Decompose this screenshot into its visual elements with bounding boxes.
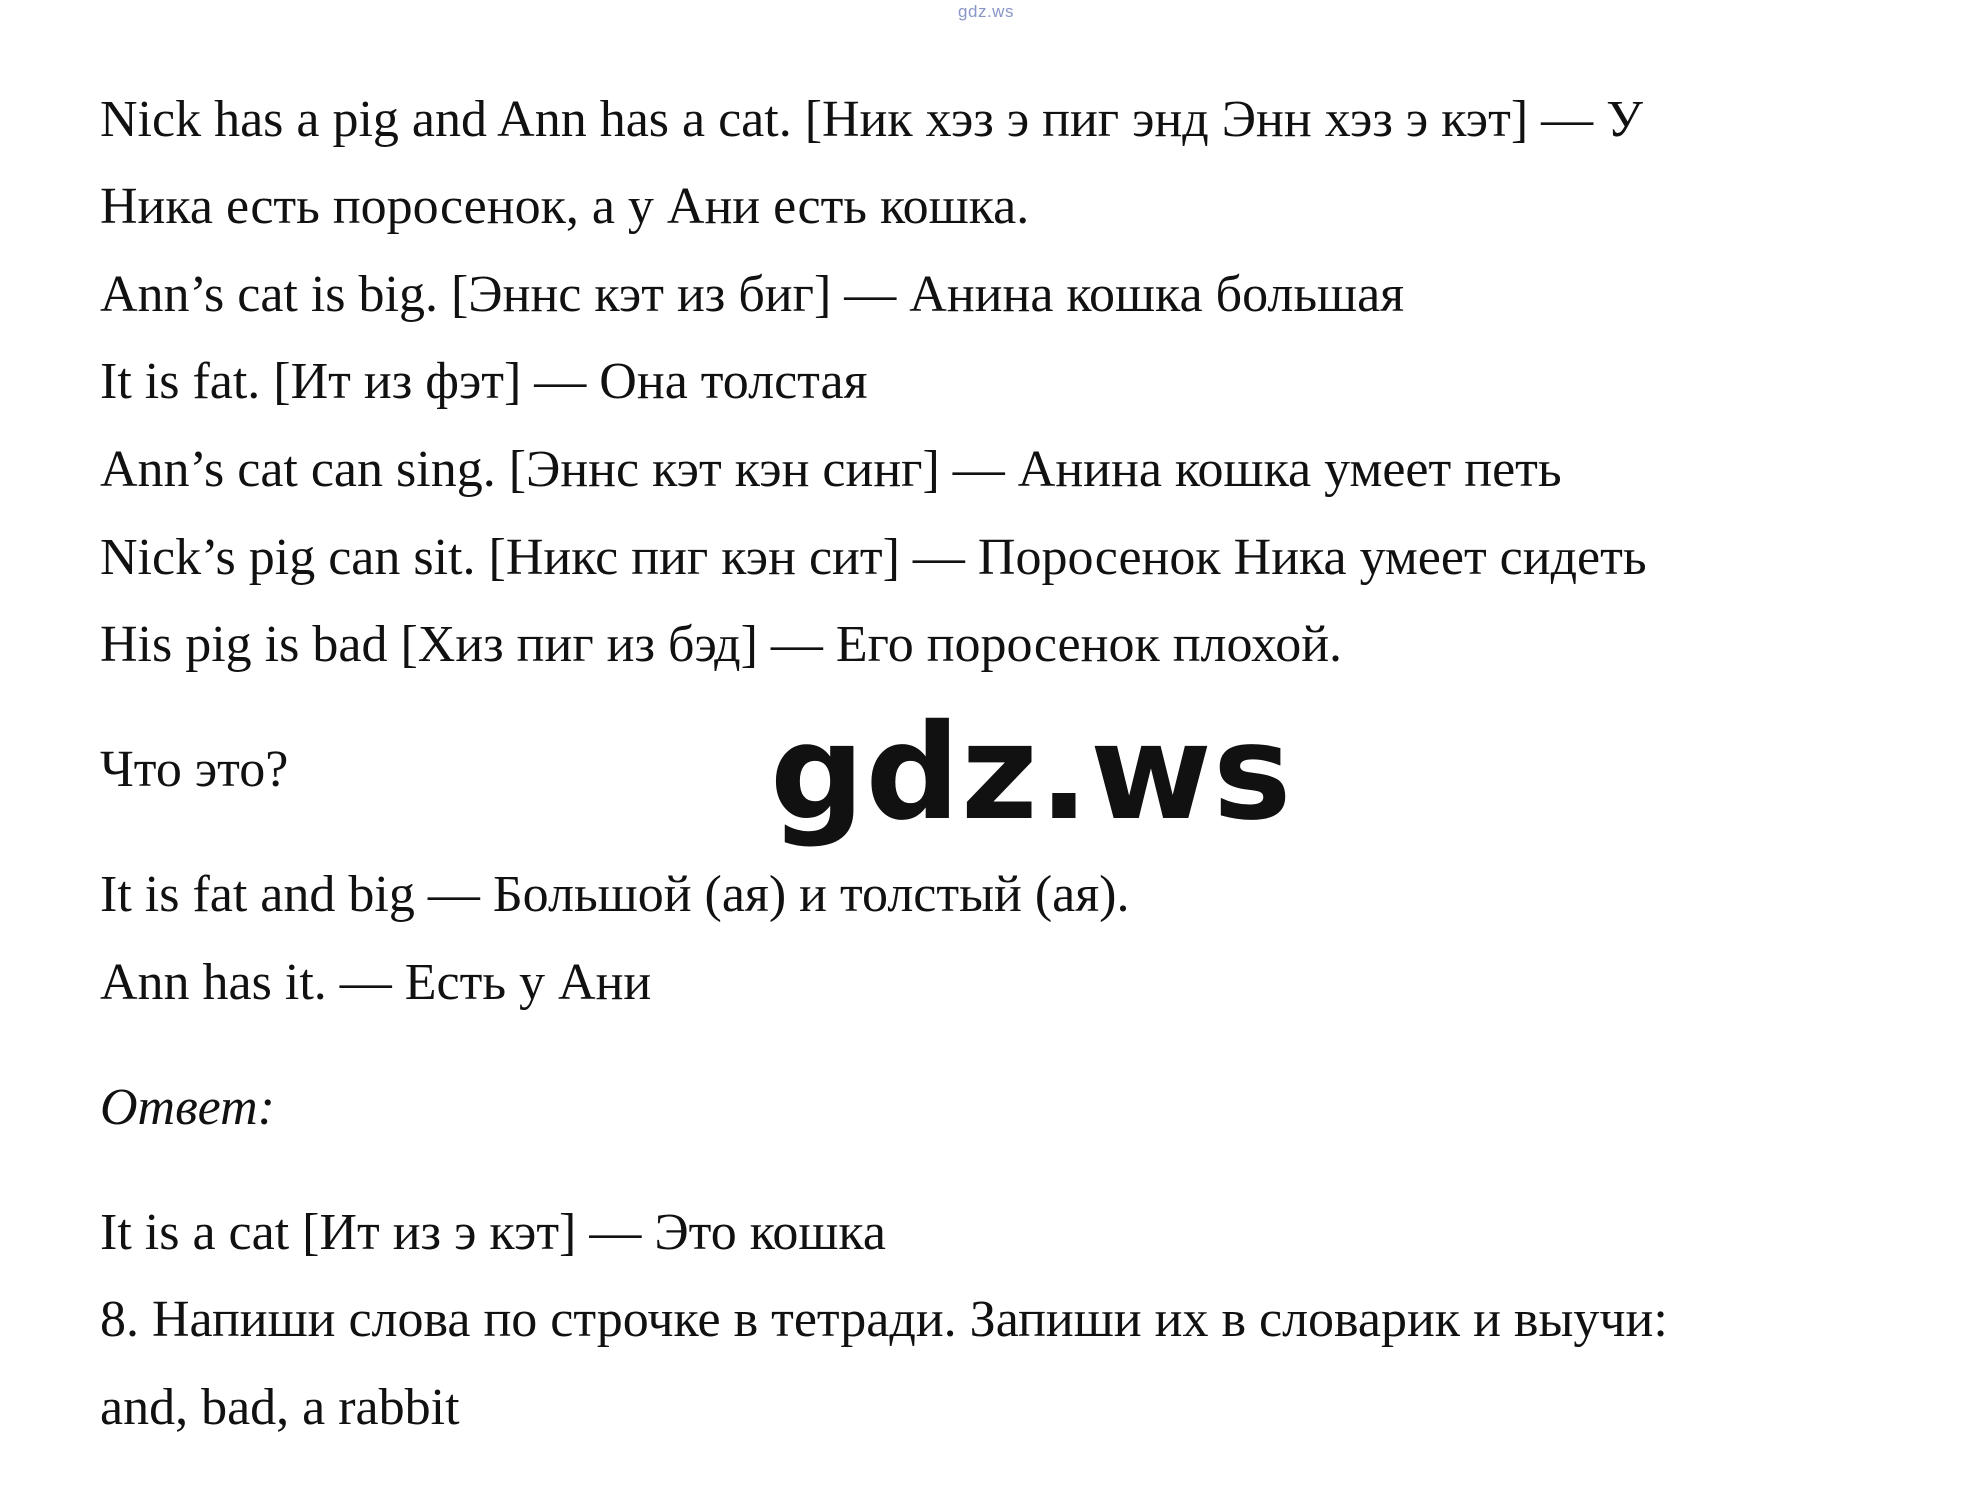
task-line: 8. Напиши слова по строчке в тетради. Запиши их в словарик и выучи: [100, 1291, 1668, 1348]
text-line: Nick has a pig and Ann has a cat. [Ник хэз э пиг энд Энн хэз э кэт] — У [100, 91, 1643, 148]
task-line: and, bad, a rabbit [100, 1379, 460, 1436]
text-line: Nick’s pig can sit. [Никс пиг кэн сит] — Поросенок Ника умеет сидеть [100, 529, 1647, 586]
text-line: His pig is bad [Хиз пиг из бэд] — Его поросенок плохой. [100, 616, 1343, 673]
text-line: It is fat. [Ит из фэт] — Она толстая [100, 353, 868, 410]
top-watermark: gdz.ws [958, 2, 1014, 21]
answer-heading: Ответ: [100, 1079, 275, 1136]
center-watermark: gdz.ws [770, 696, 1293, 850]
text-line: Ann’s cat is big. [Эннс кэт из биг] — Анина кошка большая [100, 266, 1405, 323]
question-line: Что это? [100, 741, 289, 798]
text-line: Ника есть поросенок, а у Ани есть кошка. [100, 178, 1030, 235]
answer-line: It is a cat [Ит из э кэт] — Это кошка [100, 1204, 886, 1261]
text-line: Ann has it. — Есть у Ани [100, 954, 652, 1011]
text-line: Ann’s cat can sing. [Эннс кэт кэн синг] — Анина кошка умеет петь [100, 441, 1562, 498]
text-line: It is fat and big — Большой (ая) и толстый (ая). [100, 866, 1130, 923]
